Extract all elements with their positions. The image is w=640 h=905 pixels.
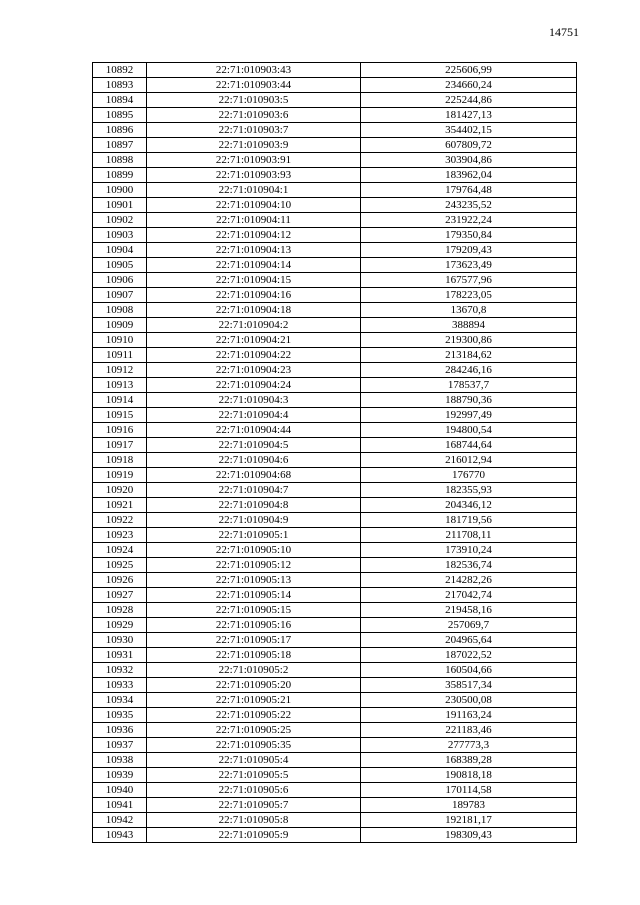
value-cell: 178223,05 xyxy=(361,288,577,303)
row-number-cell: 10938 xyxy=(93,753,147,768)
table-row xyxy=(93,423,577,438)
table-row xyxy=(93,573,577,588)
cadastral-number-cell: 22:71:010903:5 xyxy=(147,93,361,108)
value-cell: 160504,66 xyxy=(361,663,577,678)
cadastral-number-cell: 22:71:010904:23 xyxy=(147,363,361,378)
cadastral-number-cell: 22:71:010905:17 xyxy=(147,633,361,648)
value-cell: 277773,3 xyxy=(361,738,577,753)
value-cell: 173623,49 xyxy=(361,258,577,273)
cadastral-number-cell: 22:71:010904:4 xyxy=(147,408,361,423)
cadastral-number-cell: 22:71:010905:20 xyxy=(147,678,361,693)
table-row xyxy=(93,798,577,813)
value-cell: 194800,54 xyxy=(361,423,577,438)
row-number-cell: 10898 xyxy=(93,153,147,168)
table-row xyxy=(93,783,577,798)
row-number-cell: 10914 xyxy=(93,393,147,408)
table-row xyxy=(93,168,577,183)
value-cell: 219300,86 xyxy=(361,333,577,348)
cadastral-number-cell: 22:71:010905:2 xyxy=(147,663,361,678)
table-row xyxy=(93,273,577,288)
cadastral-number-cell: 22:71:010904:6 xyxy=(147,453,361,468)
cadastral-number-cell: 22:71:010904:24 xyxy=(147,378,361,393)
value-cell: 204965,64 xyxy=(361,633,577,648)
row-number-cell: 10922 xyxy=(93,513,147,528)
table-row xyxy=(93,333,577,348)
cadastral-number-cell: 22:71:010905:21 xyxy=(147,693,361,708)
cadastral-number-cell: 22:71:010904:11 xyxy=(147,213,361,228)
page-number: 14751 xyxy=(549,25,579,39)
cadastral-number-cell: 22:71:010904:68 xyxy=(147,468,361,483)
cadastral-number-cell: 22:71:010904:15 xyxy=(147,273,361,288)
cadastral-number-cell: 22:71:010905:35 xyxy=(147,738,361,753)
cadastral-number-cell: 22:71:010903:43 xyxy=(147,63,361,78)
value-cell: 230500,08 xyxy=(361,693,577,708)
cadastral-number-cell: 22:71:010903:44 xyxy=(147,78,361,93)
value-cell: 181719,56 xyxy=(361,513,577,528)
row-number-cell: 10928 xyxy=(93,603,147,618)
row-number-cell: 10913 xyxy=(93,378,147,393)
table-row xyxy=(93,543,577,558)
row-number-cell: 10931 xyxy=(93,648,147,663)
value-cell: 187022,52 xyxy=(361,648,577,663)
value-cell: 204346,12 xyxy=(361,498,577,513)
row-number-cell: 10906 xyxy=(93,273,147,288)
table-row xyxy=(93,753,577,768)
row-number-cell: 10909 xyxy=(93,318,147,333)
row-number-cell: 10895 xyxy=(93,108,147,123)
row-number-cell: 10915 xyxy=(93,408,147,423)
cadastral-number-cell: 22:71:010905:22 xyxy=(147,708,361,723)
row-number-cell: 10902 xyxy=(93,213,147,228)
row-number-cell: 10934 xyxy=(93,693,147,708)
cadastral-number-cell: 22:71:010905:5 xyxy=(147,768,361,783)
value-cell: 181427,13 xyxy=(361,108,577,123)
cadastral-number-cell: 22:71:010905:16 xyxy=(147,618,361,633)
cadastral-number-cell: 22:71:010903:9 xyxy=(147,138,361,153)
table-row xyxy=(93,393,577,408)
cadastral-number-cell: 22:71:010904:1 xyxy=(147,183,361,198)
row-number-cell: 10901 xyxy=(93,198,147,213)
row-number-cell: 10907 xyxy=(93,288,147,303)
table-row xyxy=(93,813,577,828)
table-row xyxy=(93,378,577,393)
value-cell: 216012,94 xyxy=(361,453,577,468)
cadastral-number-cell: 22:71:010904:18 xyxy=(147,303,361,318)
row-number-cell: 10932 xyxy=(93,663,147,678)
value-cell: 219458,16 xyxy=(361,603,577,618)
table-row xyxy=(93,723,577,738)
cadastral-number-cell: 22:71:010903:93 xyxy=(147,168,361,183)
table-row xyxy=(93,738,577,753)
cadastral-number-cell: 22:71:010904:13 xyxy=(147,243,361,258)
cadastral-value-table xyxy=(92,62,577,843)
value-cell: 303904,86 xyxy=(361,153,577,168)
table-row xyxy=(93,318,577,333)
row-number-cell: 10941 xyxy=(93,798,147,813)
value-cell: 183962,04 xyxy=(361,168,577,183)
cadastral-number-cell: 22:71:010905:8 xyxy=(147,813,361,828)
row-number-cell: 10920 xyxy=(93,483,147,498)
table-row xyxy=(93,513,577,528)
value-cell: 221183,46 xyxy=(361,723,577,738)
cadastral-number-cell: 22:71:010905:25 xyxy=(147,723,361,738)
value-cell: 188790,36 xyxy=(361,393,577,408)
value-cell: 182536,74 xyxy=(361,558,577,573)
value-cell: 243235,52 xyxy=(361,198,577,213)
cadastral-number-cell: 22:71:010904:22 xyxy=(147,348,361,363)
row-number-cell: 10942 xyxy=(93,813,147,828)
value-cell: 192997,49 xyxy=(361,408,577,423)
value-cell: 173910,24 xyxy=(361,543,577,558)
value-cell: 189783 xyxy=(361,798,577,813)
row-number-cell: 10894 xyxy=(93,93,147,108)
table-row xyxy=(93,198,577,213)
value-cell: 214282,26 xyxy=(361,573,577,588)
cadastral-number-cell: 22:71:010904:3 xyxy=(147,393,361,408)
row-number-cell: 10908 xyxy=(93,303,147,318)
cadastral-number-cell: 22:71:010904:21 xyxy=(147,333,361,348)
cadastral-number-cell: 22:71:010905:15 xyxy=(147,603,361,618)
table-row xyxy=(93,828,577,843)
cadastral-number-cell: 22:71:010904:16 xyxy=(147,288,361,303)
table-row xyxy=(93,153,577,168)
row-number-cell: 10918 xyxy=(93,453,147,468)
row-number-cell: 10940 xyxy=(93,783,147,798)
row-number-cell: 10910 xyxy=(93,333,147,348)
table-row xyxy=(93,183,577,198)
table-row xyxy=(93,363,577,378)
table-row xyxy=(93,603,577,618)
table-row xyxy=(93,288,577,303)
row-number-cell: 10919 xyxy=(93,468,147,483)
row-number-cell: 10905 xyxy=(93,258,147,273)
table-row xyxy=(93,483,577,498)
table-row xyxy=(93,693,577,708)
row-number-cell: 10916 xyxy=(93,423,147,438)
table-row xyxy=(93,138,577,153)
table-row xyxy=(93,258,577,273)
cadastral-number-cell: 22:71:010905:18 xyxy=(147,648,361,663)
row-number-cell: 10921 xyxy=(93,498,147,513)
table-row xyxy=(93,558,577,573)
row-number-cell: 10912 xyxy=(93,363,147,378)
table-row xyxy=(93,123,577,138)
cadastral-number-cell: 22:71:010905:9 xyxy=(147,828,361,843)
cadastral-number-cell: 22:71:010904:5 xyxy=(147,438,361,453)
table-row xyxy=(93,663,577,678)
row-number-cell: 10926 xyxy=(93,573,147,588)
row-number-cell: 10939 xyxy=(93,768,147,783)
value-cell: 211708,11 xyxy=(361,528,577,543)
cadastral-number-cell: 22:71:010905:13 xyxy=(147,573,361,588)
table-row xyxy=(93,348,577,363)
cadastral-number-cell: 22:71:010904:8 xyxy=(147,498,361,513)
table-row xyxy=(93,648,577,663)
cadastral-number-cell: 22:71:010905:12 xyxy=(147,558,361,573)
value-cell: 388894 xyxy=(361,318,577,333)
row-number-cell: 10911 xyxy=(93,348,147,363)
cadastral-number-cell: 22:71:010904:10 xyxy=(147,198,361,213)
row-number-cell: 10899 xyxy=(93,168,147,183)
row-number-cell: 10924 xyxy=(93,543,147,558)
value-cell: 176770 xyxy=(361,468,577,483)
value-cell: 217042,74 xyxy=(361,588,577,603)
table-row xyxy=(93,633,577,648)
table-row xyxy=(93,228,577,243)
cadastral-number-cell: 22:71:010905:14 xyxy=(147,588,361,603)
table-row xyxy=(93,468,577,483)
cadastral-number-cell: 22:71:010903:91 xyxy=(147,153,361,168)
row-number-cell: 10896 xyxy=(93,123,147,138)
table-row xyxy=(93,678,577,693)
row-number-cell: 10900 xyxy=(93,183,147,198)
value-cell: 192181,17 xyxy=(361,813,577,828)
row-number-cell: 10903 xyxy=(93,228,147,243)
value-cell: 213184,62 xyxy=(361,348,577,363)
cadastral-number-cell: 22:71:010904:9 xyxy=(147,513,361,528)
table-row xyxy=(93,303,577,318)
row-number-cell: 10917 xyxy=(93,438,147,453)
row-number-cell: 10943 xyxy=(93,828,147,843)
cadastral-number-cell: 22:71:010905:10 xyxy=(147,543,361,558)
row-number-cell: 10904 xyxy=(93,243,147,258)
table-row xyxy=(93,708,577,723)
value-cell: 190818,18 xyxy=(361,768,577,783)
value-cell: 182355,93 xyxy=(361,483,577,498)
value-cell: 179350,84 xyxy=(361,228,577,243)
cadastral-number-cell: 22:71:010905:1 xyxy=(147,528,361,543)
row-number-cell: 10930 xyxy=(93,633,147,648)
value-cell: 191163,24 xyxy=(361,708,577,723)
table-row xyxy=(93,768,577,783)
table-row xyxy=(93,213,577,228)
value-cell: 234660,24 xyxy=(361,78,577,93)
cadastral-number-cell: 22:71:010904:7 xyxy=(147,483,361,498)
value-cell: 179764,48 xyxy=(361,183,577,198)
row-number-cell: 10925 xyxy=(93,558,147,573)
cadastral-number-cell: 22:71:010903:7 xyxy=(147,123,361,138)
cadastral-number-cell: 22:71:010905:7 xyxy=(147,798,361,813)
row-number-cell: 10929 xyxy=(93,618,147,633)
value-cell: 168744,64 xyxy=(361,438,577,453)
cadastral-number-cell: 22:71:010904:14 xyxy=(147,258,361,273)
table-row xyxy=(93,498,577,513)
row-number-cell: 10936 xyxy=(93,723,147,738)
row-number-cell: 10897 xyxy=(93,138,147,153)
value-cell: 284246,16 xyxy=(361,363,577,378)
value-cell: 225244,86 xyxy=(361,93,577,108)
table-body xyxy=(93,63,577,843)
table-row xyxy=(93,93,577,108)
value-cell: 225606,99 xyxy=(361,63,577,78)
row-number-cell: 10893 xyxy=(93,78,147,93)
row-number-cell: 10927 xyxy=(93,588,147,603)
row-number-cell: 10933 xyxy=(93,678,147,693)
table-row xyxy=(93,408,577,423)
row-number-cell: 10923 xyxy=(93,528,147,543)
value-cell: 358517,34 xyxy=(361,678,577,693)
row-number-cell: 10937 xyxy=(93,738,147,753)
cadastral-number-cell: 22:71:010903:6 xyxy=(147,108,361,123)
table-row xyxy=(93,243,577,258)
cadastral-number-cell: 22:71:010905:4 xyxy=(147,753,361,768)
table-row xyxy=(93,78,577,93)
value-cell: 198309,43 xyxy=(361,828,577,843)
value-cell: 257069,7 xyxy=(361,618,577,633)
table-row xyxy=(93,108,577,123)
cadastral-number-cell: 22:71:010904:44 xyxy=(147,423,361,438)
value-cell: 13670,8 xyxy=(361,303,577,318)
value-cell: 168389,28 xyxy=(361,753,577,768)
value-cell: 178537,7 xyxy=(361,378,577,393)
row-number-cell: 10935 xyxy=(93,708,147,723)
value-cell: 231922,24 xyxy=(361,213,577,228)
value-cell: 354402,15 xyxy=(361,123,577,138)
value-cell: 179209,43 xyxy=(361,243,577,258)
table-row xyxy=(93,618,577,633)
value-cell: 167577,96 xyxy=(361,273,577,288)
table-row xyxy=(93,588,577,603)
table-row xyxy=(93,528,577,543)
cadastral-number-cell: 22:71:010904:2 xyxy=(147,318,361,333)
row-number-cell: 10892 xyxy=(93,63,147,78)
table-row xyxy=(93,453,577,468)
cadastral-number-cell: 22:71:010905:6 xyxy=(147,783,361,798)
value-cell: 607809,72 xyxy=(361,138,577,153)
value-cell: 170114,58 xyxy=(361,783,577,798)
table-row xyxy=(93,63,577,78)
table-row xyxy=(93,438,577,453)
cadastral-number-cell: 22:71:010904:12 xyxy=(147,228,361,243)
